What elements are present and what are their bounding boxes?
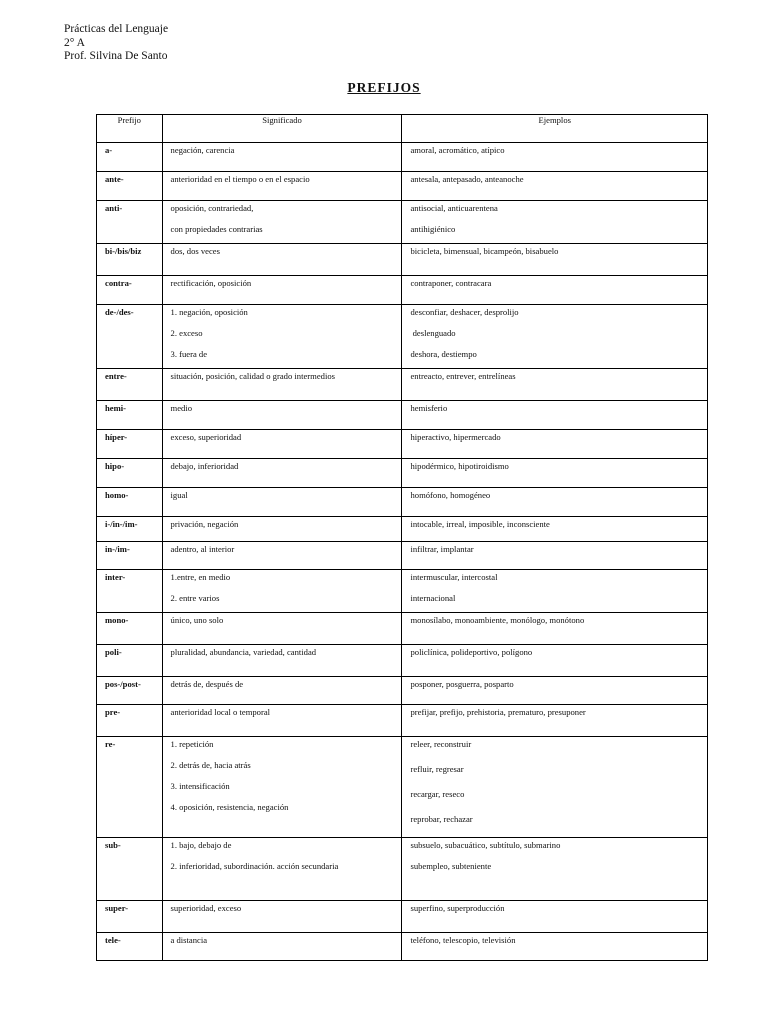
significado-line: 3. fuera de [170, 349, 208, 359]
prefijo-cell [97, 305, 163, 369]
significado-line: detrás de, después de [170, 679, 244, 689]
significado-line: único, uno solo [170, 615, 224, 625]
prefijo-text: super- [105, 903, 129, 913]
ejemplo-line: reprobar, rechazar [410, 814, 473, 824]
prefijo-text: tele- [105, 935, 121, 945]
significado-cell [162, 201, 402, 244]
prefijo-cell [97, 488, 163, 517]
prefijo-text: homo- [105, 490, 129, 500]
page-title-wrapper [0, 79, 768, 97]
header-significado: Significado [162, 115, 402, 143]
significado-cell [162, 737, 402, 838]
significado-cell [162, 459, 402, 488]
significado-line: con propiedades contrarias [170, 224, 263, 234]
ejemplo-line: superfino, superproducción [410, 903, 505, 913]
ejemplos-cell [402, 172, 708, 201]
significado-line: superioridad, exceso [170, 903, 242, 913]
prefijo-text: anti- [105, 203, 123, 213]
ejemplo-line: posponer, posguerra, posparto [410, 679, 514, 689]
significado-line: pluralidad, abundancia, variedad, cantidad [170, 647, 317, 657]
table-row [97, 369, 708, 401]
ejemplo-line: entreacto, entrever, entrelíneas [410, 371, 516, 381]
ejemplos-cell [402, 430, 708, 459]
table-row [97, 305, 708, 369]
ejemplo-line: prefijar, prefijo, prehistoria, prematuro, presuponer [410, 707, 586, 717]
significado-line: 1. repetición [170, 739, 214, 749]
significado-line: 4. oposición, resistencia, negación [170, 802, 289, 812]
ejemplos-cell [402, 737, 708, 838]
table-row [97, 430, 708, 459]
ejemplo-line: subempleo, subteniente [410, 861, 492, 871]
table-row [97, 244, 708, 276]
prefijo-text: sub- [105, 840, 121, 850]
prefijo-text: hipo- [105, 461, 125, 471]
ejemplos-cell [402, 901, 708, 933]
ejemplos-cell [402, 488, 708, 517]
prefijo-cell [97, 933, 163, 961]
ejemplos-cell [402, 677, 708, 705]
ejemplo-line: antisocial, anticuarentena [410, 203, 498, 213]
prefijo-cell [97, 901, 163, 933]
prefijo-cell [97, 517, 163, 542]
significado-line: dos, dos veces [170, 246, 220, 256]
ejemplos-cell [402, 276, 708, 305]
prefijo-cell [97, 143, 163, 172]
significado-cell [162, 705, 402, 737]
prefijo-cell [97, 737, 163, 838]
table-row [97, 542, 708, 570]
ejemplo-line: contraponer, contracara [410, 278, 492, 288]
significado-line: debajo, inferioridad [170, 461, 239, 471]
ejemplos-cell [402, 201, 708, 244]
ejemplo-line: recargar, reseco [410, 789, 465, 799]
ejemplo-line: intocable, irreal, imposible, inconsciente [410, 519, 550, 529]
significado-line: igual [170, 490, 188, 500]
ejemplo-line: monosílabo, monoambiente, monólogo, monótono [410, 615, 585, 625]
significado-line: a distancia [170, 935, 208, 945]
ejemplos-cell [402, 369, 708, 401]
significado-line: situación, posición, calidad o grado intermedios [170, 371, 335, 381]
significado-line: medio [170, 403, 193, 413]
prefijo-cell [97, 244, 163, 276]
ejemplo-line: bicicleta, bimensual, bicampeón, bisabuelo [410, 246, 559, 256]
prefijo-cell [97, 401, 163, 430]
table-row [97, 933, 708, 961]
prefijo-cell [97, 172, 163, 201]
table-row [97, 705, 708, 737]
ejemplo-line: antihigiénico [410, 224, 456, 234]
ejemplo-line: hipodérmico, hipotiroidismo [410, 461, 509, 471]
prefijo-text: bi-/bis/biz [105, 246, 142, 256]
significado-line: 1.entre, en medio [170, 572, 231, 582]
table-row [97, 677, 708, 705]
table-row [97, 517, 708, 542]
ejemplos-cell [402, 570, 708, 613]
ejemplos-cell [402, 613, 708, 645]
significado-line: negación, carencia [170, 145, 235, 155]
significado-cell [162, 244, 402, 276]
prefijo-text: híper- [105, 432, 128, 442]
prefijo-text: a- [105, 145, 113, 155]
table-row [97, 172, 708, 201]
table-row [97, 488, 708, 517]
prefijo-cell [97, 369, 163, 401]
prefijo-cell [97, 459, 163, 488]
ejemplo-line: desconfiar, deshacer, desprolijo [410, 307, 519, 317]
prefijo-cell [97, 430, 163, 459]
significado-line: 1. negación, oposición [170, 307, 248, 317]
significado-cell [162, 401, 402, 430]
table-row [97, 201, 708, 244]
significado-cell [162, 276, 402, 305]
significado-cell [162, 645, 402, 677]
ejemplo-line: releer, reconstruir [410, 739, 472, 749]
prefijo-text: pre- [105, 707, 121, 717]
significado-line: 2. inferioridad, subordinación. acción secundaria [170, 861, 339, 871]
header-prefijo: Prefijo [97, 115, 163, 143]
table-row [97, 276, 708, 305]
ejemplos-cell [402, 645, 708, 677]
ejemplo-line: teléfono, telescopio, televisión [410, 935, 516, 945]
table-row [97, 838, 708, 901]
prefijo-cell [97, 201, 163, 244]
table-row [97, 613, 708, 645]
table-row [97, 459, 708, 488]
significado-cell [162, 369, 402, 401]
course-name: Prácticas del Lenguaje [64, 23, 169, 35]
ejemplos-cell [402, 838, 708, 901]
table-row [97, 737, 708, 838]
ejemplo-line: homófono, homogéneo [410, 490, 491, 500]
significado-cell [162, 570, 402, 613]
ejemplos-cell [402, 143, 708, 172]
ejemplos-cell [402, 517, 708, 542]
ejemplo-line: hemisferio [410, 403, 448, 413]
table-header-row [97, 115, 708, 143]
ejemplos-cell [402, 933, 708, 961]
table-row [97, 143, 708, 172]
significado-line: anterioridad local o temporal [170, 707, 271, 717]
header-ejemplos: Ejemplos [402, 115, 708, 143]
ejemplo-line: internacional [410, 593, 456, 603]
page-title: PREFIJOS [347, 80, 421, 95]
prefijo-text: ante- [105, 174, 124, 184]
prefix-table [96, 114, 708, 961]
ejemplos-cell [402, 244, 708, 276]
ejemplo-line: deslenguado [410, 328, 456, 338]
significado-cell [162, 172, 402, 201]
significado-line: 1. bajo, debajo de [170, 840, 232, 850]
prefijo-cell [97, 677, 163, 705]
significado-line: 3. intensificación [170, 781, 230, 791]
table-row [97, 570, 708, 613]
significado-line: anterioridad en el tiempo o en el espacio [170, 174, 310, 184]
ejemplos-cell [402, 459, 708, 488]
document-header [64, 23, 168, 64]
ejemplo-line: amoral, acromático, atípico [410, 145, 505, 155]
significado-cell [162, 143, 402, 172]
ejemplos-cell [402, 401, 708, 430]
significado-cell [162, 488, 402, 517]
ejemplo-line: deshora, destiempo [410, 349, 477, 359]
significado-line: oposición, contrariedad, [170, 203, 254, 213]
prefijo-text: poli- [105, 647, 122, 657]
table-row [97, 645, 708, 677]
prefijo-cell [97, 276, 163, 305]
significado-line: 2. entre varios [170, 593, 220, 603]
prefijo-text: i-/in-/im- [105, 519, 138, 529]
significado-line: privación, negación [170, 519, 239, 529]
prefijo-text: in-/im- [105, 544, 130, 554]
prefijo-text: pos-/post- [105, 679, 141, 689]
prefijo-text: entre- [105, 371, 127, 381]
prefijo-text: de-/des- [105, 307, 134, 317]
significado-cell [162, 613, 402, 645]
significado-cell [162, 430, 402, 459]
significado-line: 2. detrás de, hacia atrás [170, 760, 251, 770]
table-row [97, 901, 708, 933]
prefijo-cell [97, 705, 163, 737]
prefijo-text: hemi- [105, 403, 127, 413]
prefijo-cell [97, 645, 163, 677]
ejemplo-line: subsuelo, subacuático, subtítulo, submarino [410, 840, 561, 850]
ejemplo-line: infiltrar, implantar [410, 544, 474, 554]
teacher-name: Prof. Silvina De Santo [64, 50, 168, 62]
prefijo-text: contra- [105, 278, 132, 288]
significado-cell [162, 838, 402, 901]
ejemplo-line: antesala, antepasado, anteanoche [410, 174, 524, 184]
prefijo-text: re- [105, 739, 116, 749]
prefijo-text: inter- [105, 572, 126, 582]
prefijo-cell [97, 838, 163, 901]
ejemplos-cell [402, 705, 708, 737]
prefijo-cell [97, 542, 163, 570]
significado-line: 2. exceso [170, 328, 203, 338]
significado-cell [162, 677, 402, 705]
ejemplo-line: hiperactivo, hipermercado [410, 432, 501, 442]
table-row [97, 401, 708, 430]
significado-cell [162, 933, 402, 961]
significado-line: rectificación, oposición [170, 278, 252, 288]
significado-cell [162, 901, 402, 933]
ejemplos-cell [402, 305, 708, 369]
prefijo-cell [97, 570, 163, 613]
significado-cell [162, 517, 402, 542]
significado-cell [162, 542, 402, 570]
ejemplo-line: policlínica, polideportivo, polígono [410, 647, 533, 657]
ejemplos-cell [402, 542, 708, 570]
prefijo-cell [97, 613, 163, 645]
ejemplo-line: intermuscular, intercostal [410, 572, 498, 582]
significado-cell [162, 305, 402, 369]
significado-line: exceso, superioridad [170, 432, 242, 442]
ejemplo-line: refluir, regresar [410, 764, 464, 774]
prefijo-text: mono- [105, 615, 129, 625]
class-grade: 2° A [64, 36, 85, 49]
significado-line: adentro, al interior [170, 544, 235, 554]
